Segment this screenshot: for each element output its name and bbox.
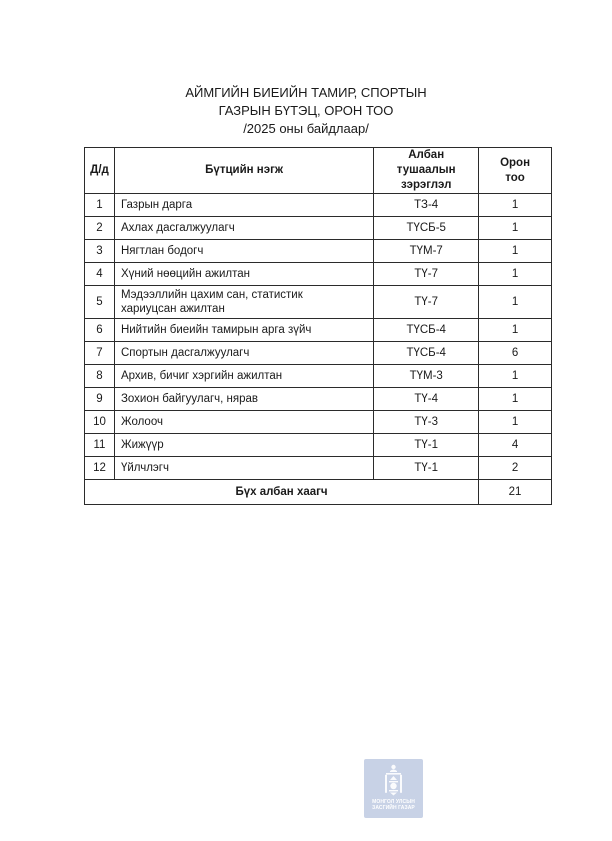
header-count (479, 148, 552, 194)
table-row (85, 194, 552, 217)
seal-line-2: ЗАСГИЙН ГАЗАР (372, 805, 415, 811)
table-row (85, 319, 552, 342)
header-num: Д/д (85, 148, 115, 194)
total-value: 21 (479, 480, 552, 505)
table-row (85, 434, 552, 457)
title-line-2: ГАЗРЫН БҮТЭЦ, ОРОН ТОО (218, 103, 394, 118)
row-name: Хүний нөөцийн ажилтан (114, 263, 373, 286)
row-count: 1 (479, 411, 552, 434)
title-line-3: /2025 оны байдлаар/ (243, 121, 369, 136)
row-grade: ТҮ-1 (374, 457, 479, 480)
row-num: 7 (85, 342, 115, 365)
row-grade: ТҮ-4 (374, 388, 479, 411)
row-grade: ТҮСБ-4 (374, 342, 479, 365)
row-grade: ТҮ-7 (374, 263, 479, 286)
row-name: Ахлах дасгалжуулагч (114, 217, 373, 240)
row-grade: ТЗ-4 (374, 194, 479, 217)
table-row (85, 217, 552, 240)
row-name: Нийтийн биеийн тамирын арга зүйч (114, 319, 373, 342)
row-num: 2 (85, 217, 115, 240)
header-grade-line2: зэрэглэл (400, 179, 452, 191)
row-count: 1 (479, 286, 552, 319)
row-count: 4 (479, 434, 552, 457)
row-count: 1 (479, 388, 552, 411)
row-count: 1 (479, 365, 552, 388)
table-row (85, 365, 552, 388)
title-line-1: АЙМГИЙН БИЕИЙН ТАМИР, СПОРТЫН (185, 85, 427, 100)
row-count: 1 (479, 319, 552, 342)
row-count: 1 (479, 240, 552, 263)
row-name: Спортын дасгалжуулагч (114, 342, 373, 365)
row-num: 5 (85, 286, 115, 319)
header-count-line2: тоо (505, 171, 525, 184)
government-seal (364, 759, 423, 818)
seal-line-1: МОНГОЛ УЛСЫН (372, 799, 415, 805)
row-count: 1 (479, 263, 552, 286)
header-unit: Бүтцийн нэгж (114, 148, 373, 194)
seal-caption (364, 799, 423, 811)
row-num: 11 (85, 434, 115, 457)
row-grade: ТҮСБ-5 (374, 217, 479, 240)
table-row (85, 240, 552, 263)
row-name-line1: Мэдээллийн цахим сан, статистик (120, 289, 303, 301)
row-name-line2: хариуцсан ажилтан (120, 303, 225, 315)
row-name: Жижүүр (114, 434, 373, 457)
row-count: 2 (479, 457, 552, 480)
row-num: 12 (85, 457, 115, 480)
row-num: 3 (85, 240, 115, 263)
row-num: 1 (85, 194, 115, 217)
row-name: Үйлчлэгч (114, 457, 373, 480)
row-grade: ТҮМ-3 (374, 365, 479, 388)
row-name: Газрын дарга (114, 194, 373, 217)
row-grade: ТҮМ-7 (374, 240, 479, 263)
row-num: 9 (85, 388, 115, 411)
header-grade (374, 148, 479, 194)
table-row (85, 263, 552, 286)
row-name: Нягтлан бодогч (114, 240, 373, 263)
row-grade: ТҮ-1 (374, 434, 479, 457)
row-name: Зохион байгуулагч, нярав (114, 388, 373, 411)
row-grade: ТҮСБ-4 (374, 319, 479, 342)
row-name: Жолооч (114, 411, 373, 434)
row-count: 1 (479, 194, 552, 217)
row-count: 1 (479, 217, 552, 240)
row-grade: ТҮ-7 (374, 286, 479, 319)
table-row (85, 388, 552, 411)
document-title (0, 84, 612, 138)
row-num: 6 (85, 319, 115, 342)
table-row (85, 286, 552, 319)
table-total-row (85, 480, 552, 505)
row-grade: ТҮ-3 (374, 411, 479, 434)
table-row (85, 342, 552, 365)
row-name (114, 286, 373, 319)
total-label: Бүх албан хаагч (85, 480, 479, 505)
table-row (85, 457, 552, 480)
row-num: 8 (85, 365, 115, 388)
row-count: 6 (479, 342, 552, 365)
table-row (85, 411, 552, 434)
table-header-row (85, 148, 552, 194)
header-grade-line1: Албан тушаалын (396, 149, 456, 176)
row-num: 4 (85, 263, 115, 286)
staff-table (84, 147, 552, 505)
header-count-line1: Орон (500, 156, 531, 169)
row-num: 10 (85, 411, 115, 434)
row-name: Архив, бичиг хэргийн ажилтан (114, 365, 373, 388)
